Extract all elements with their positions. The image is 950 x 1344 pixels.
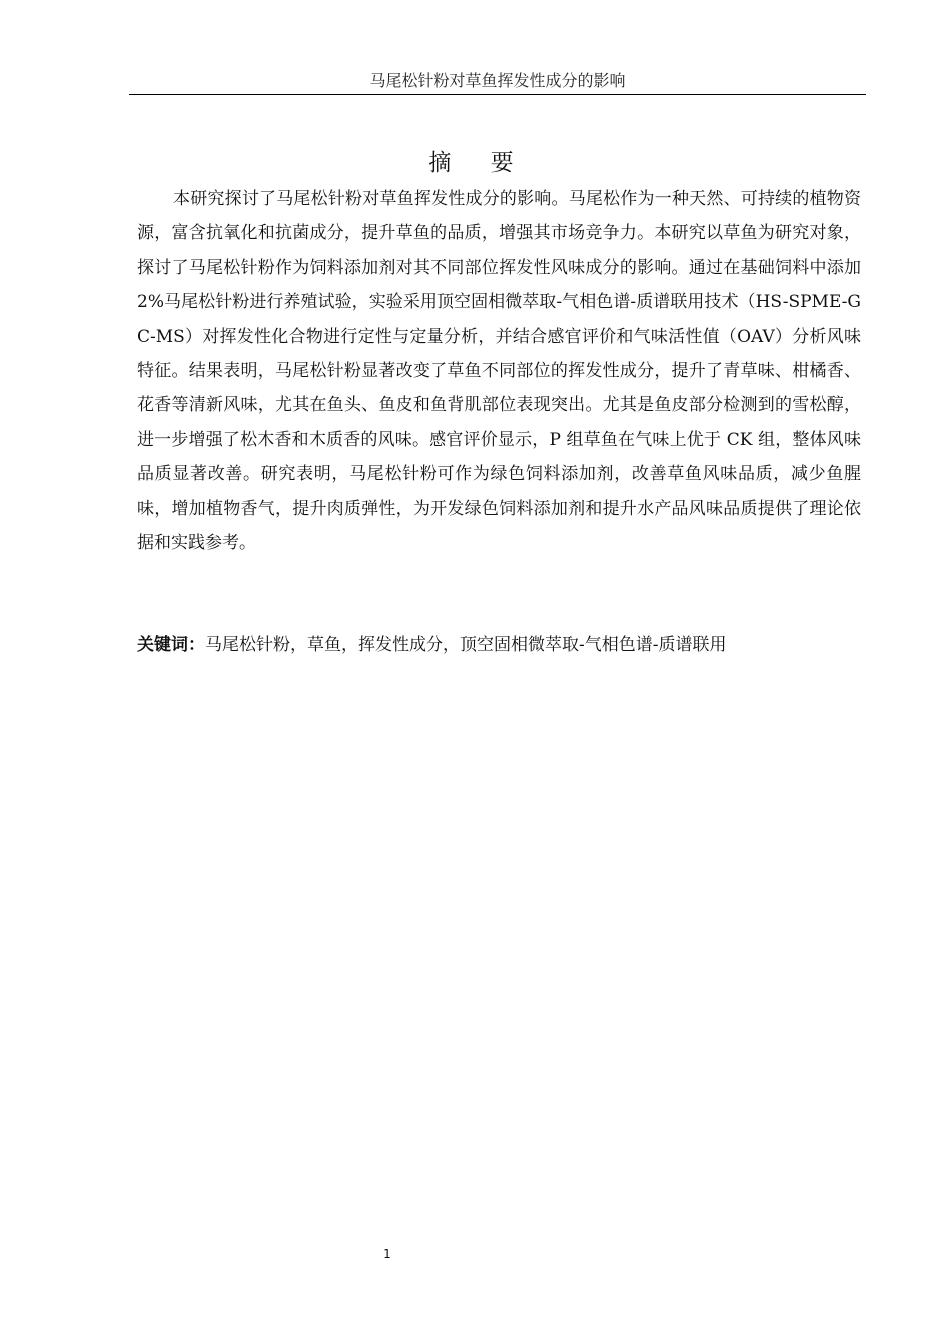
- running-header: [129, 70, 866, 95]
- abstract-title: 摘 要: [428, 150, 530, 176]
- abstract-body: 本研究探讨了马尾松针粉对草鱼挥发性成分的影响。马尾松作为一种天然、可持续的植物资源，富含抗氧化和抗菌成分，提升草鱼的品质，增强其市场竞争力。本研究以草鱼为研究对象，探讨了马尾松针粉作为饲料添加剂对其不同部位挥发性风味成分的影响。通过在基础饲料中添加 2%马尾松针粉进行养殖试验，实验采用顶空固相微萃取-气相色谱-质谱联用技术（HS-SPME-GC-MS）对挥发性化合物进行定性与定量分析，并结合感官评价和气味活性值（OAV）分析风味特征。结果表明，马尾松针粉显著改变了草鱼不同部位的挥发性成分，提升了青草味、柑橘香、花香等清新风味，尤其在鱼头、鱼皮和鱼背肌部位表现突出。尤其是鱼皮部分检测到的雪松醇，进一步增强了松木香和木质香的风味。感官评价显示，P 组草鱼在气味上优于 CK 组，整体风味品质显著改善。研究表明，马尾松针粉可作为绿色饲料添加剂，改善草鱼风味品质，减少鱼腥味，增加植物香气，提升肉质弹性，为开发绿色饲料添加剂和提升水产品风味品质提供了理论依据和实践参考。: [137, 189, 861, 554]
- running-header-title: 马尾松针粉对草鱼挥发性成分的影响: [369, 71, 626, 90]
- keywords-text: 马尾松针粉，草鱼，挥发性成分，顶空固相微萃取-气相色谱-质谱联用: [205, 635, 727, 655]
- keywords-label: 关键词：: [137, 635, 205, 655]
- page-number: 1: [383, 1247, 391, 1261]
- keywords-line: [137, 628, 861, 662]
